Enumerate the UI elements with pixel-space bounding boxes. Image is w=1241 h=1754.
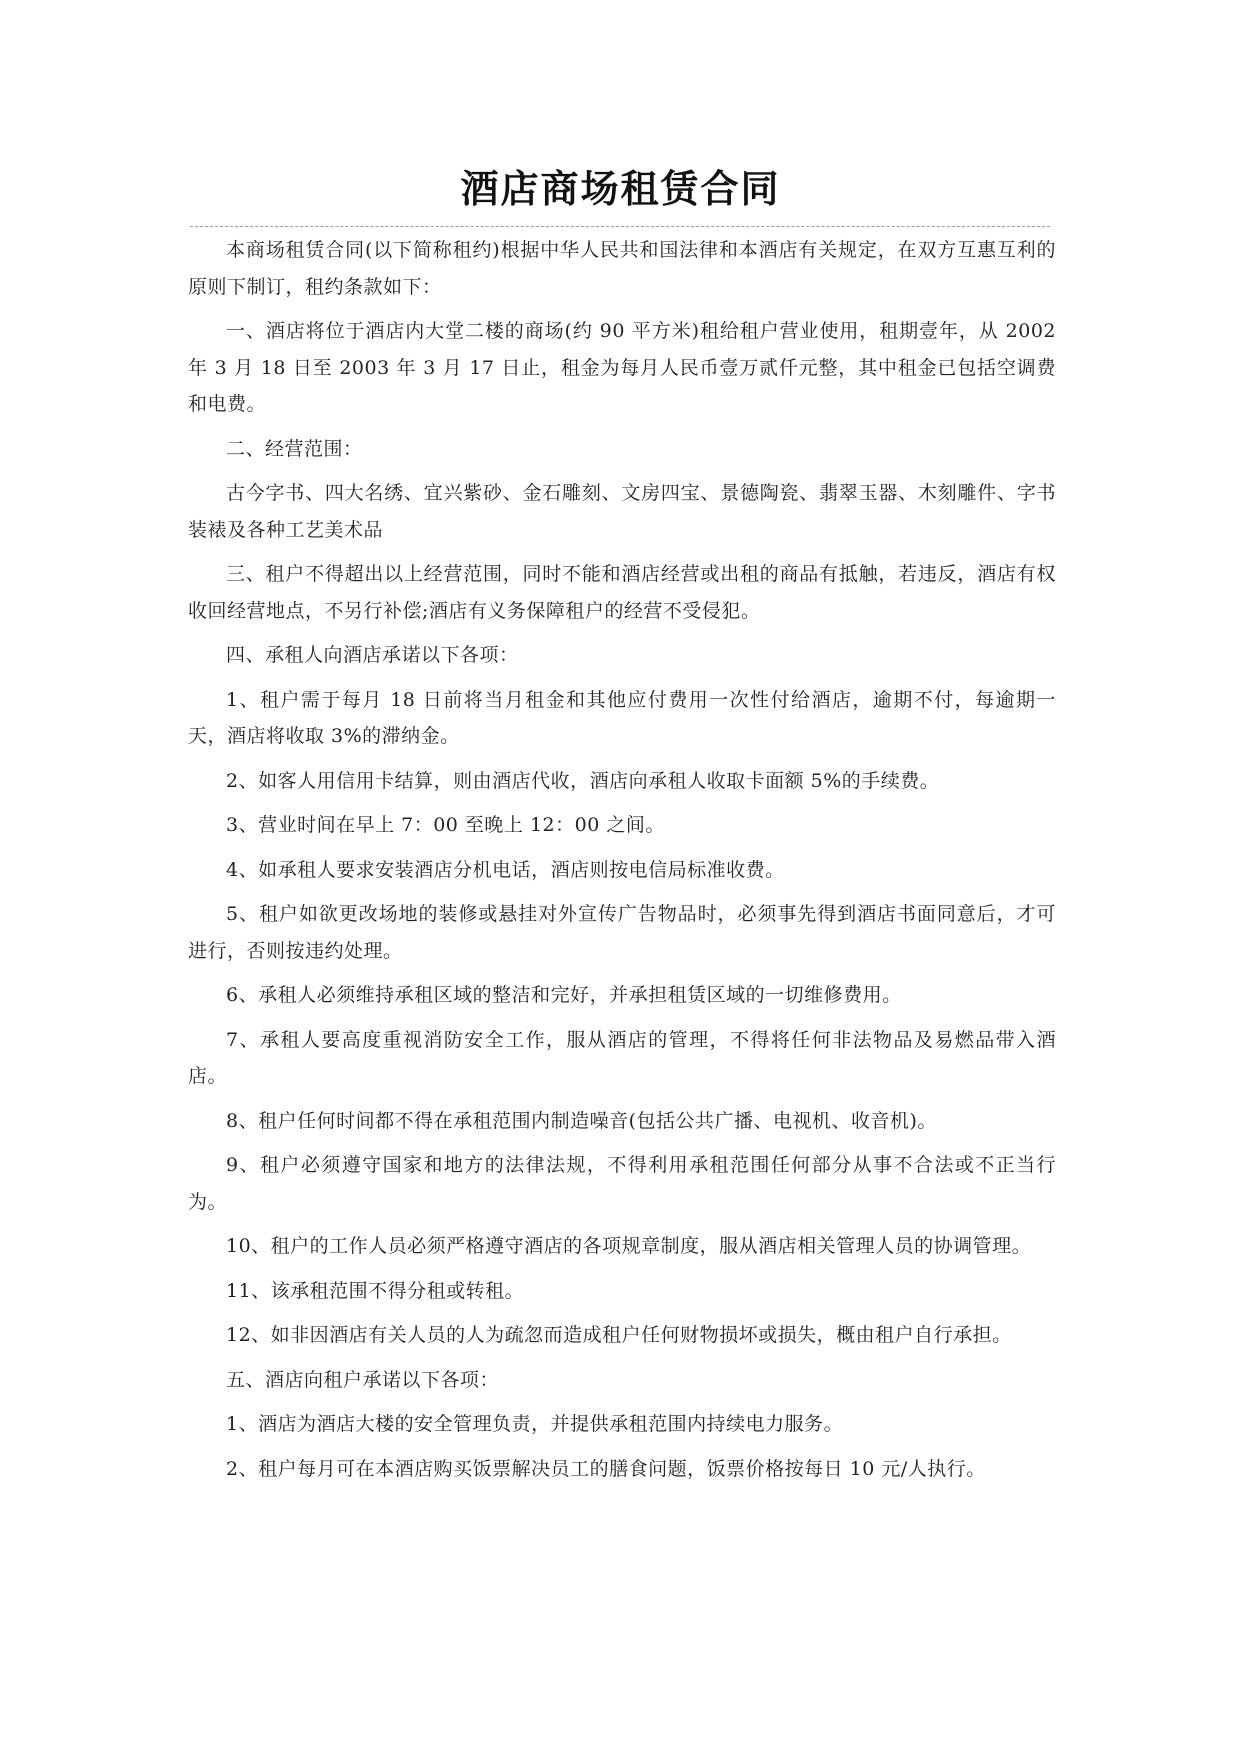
- clause-4-heading: 四、承租人向酒店承诺以下各项：: [226, 644, 519, 666]
- tenant-item-8: 8、租户任何时间都不得在承租范围内制造噪音(包括公共广播、电视机、收音机)。: [226, 1109, 937, 1132]
- title-divider: [190, 226, 1050, 227]
- clause-5-heading: 五、酒店向租户承诺以下各项：: [226, 1368, 500, 1391]
- tenant-item-2: 2、如客人用信用卡结算，则由酒店代收，酒店向承租人收取卡面额 5%的手续费。: [226, 769, 940, 792]
- business-scope-paragraph: 古今字书、四大名绣、宜兴紫砂、金石雕刻、文房四宝、景德陶瓷、翡翠玉器、木刻雕件、字书装裱及各种工艺美术品: [188, 482, 1056, 541]
- tenant-item-3: 3、营业时间在早上 7：00 至晚上 12：00 之间。: [226, 814, 665, 836]
- tenant-item-10: 10、租户的工作人员必须严格遵守酒店的各项规章制度，服从酒店相关管理人员的协调管理。: [226, 1235, 1032, 1257]
- hotel-item-1: 1、酒店为酒店大楼的安全管理负责，并提供承租范围内持续电力服务。: [226, 1413, 844, 1435]
- tenant-item-7: 7、承租人要高度重视消防安全工作，服从酒店的管理，不得将任何非法物品及易燃品带入酒店。: [188, 1028, 1056, 1087]
- hotel-item-2: 2、租户每月可在本酒店购买饭票解决员工的膳食问题，饭票价格按每日 10 元/人执行。: [226, 1457, 986, 1480]
- intro-paragraph: 本商场租赁合同(以下简称租约)根据中华人民共和国法律和本酒店有关规定，在双方互惠互利的原则下制订，租约条款如下：: [188, 239, 1056, 298]
- tenant-item-5: 5、租户如欲更改场地的装修或悬挂对外宣传广告物品时，必须事先得到酒店书面同意后，才可进行，否则按违约处理。: [188, 903, 1056, 962]
- tenant-item-12: 12、如非因酒店有关人员的人为疏忽而造成租户任何财物损坏或损失，概由租户自行承担。: [226, 1324, 1012, 1346]
- clause-2-heading: 二、经营范围：: [226, 437, 363, 460]
- clause-3-paragraph: 三、租户不得超出以上经营范围，同时不能和酒店经营或出租的商品有抵触，若违反，酒店有权收回经营地点，不另行补偿;酒店有义务保障租户的经营不受侵犯。: [188, 563, 1056, 622]
- tenant-item-9: 9、租户必须遵守国家和地方的法律法规，不得利用承租范围任何部分从事不合法或不正当行为。: [188, 1154, 1056, 1213]
- tenant-item-4: 4、如承租人要求安装酒店分机电话，酒店则按电信局标准收费。: [226, 858, 785, 881]
- tenant-item-11: 11、该承租范围不得分租或转租。: [226, 1279, 525, 1302]
- contract-body: [188, 232, 1056, 1495]
- tenant-item-6: 6、承租人必须维持承租区域的整洁和完好，并承担租赁区域的一切维修费用。: [226, 984, 902, 1006]
- page-title: 酒店商场租赁合同: [460, 167, 781, 211]
- clause-1-paragraph: 一、酒店将位于酒店内大堂二楼的商场(约 90 平方米)租给租户营业使用，租期壹年，从 2002 年 3 月 18 日至 2003 年 3 月 17 日止，租金为每月人民币壹万贰仟元整，其中租金已包括空调费和电费。: [188, 320, 1056, 415]
- tenant-item-1: 1、租户需于每月 18 日前将当月租金和其他应付费用一次性付给酒店，逾期不付，每逾期一天，酒店将收取 3%的滞纳金。: [188, 688, 1056, 747]
